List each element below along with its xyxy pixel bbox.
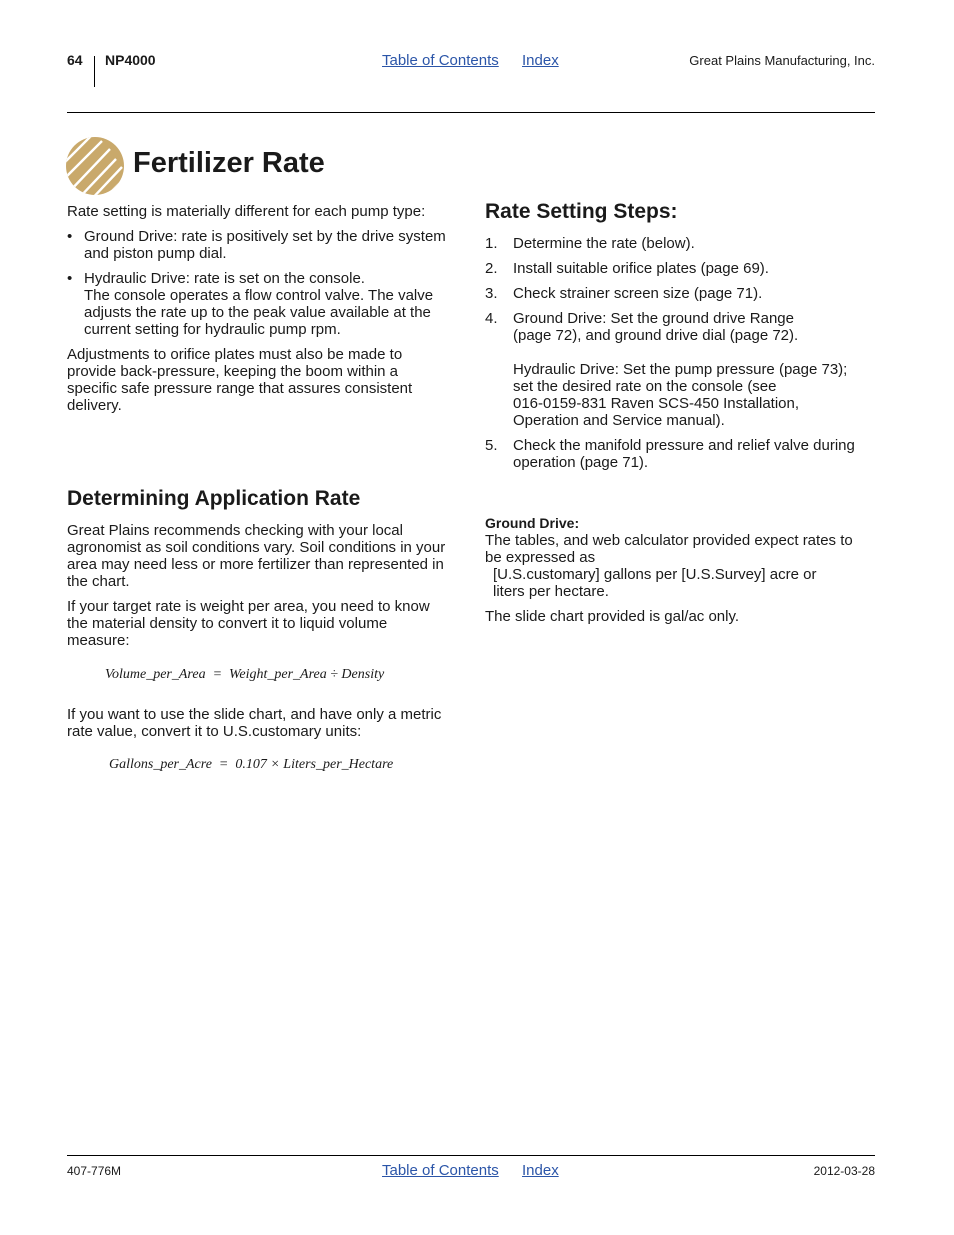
paragraph-line: area may need less or more fertilizer than represented in: [67, 556, 444, 573]
index-link[interactable]: Index: [522, 52, 559, 69]
formula-gallons-per-acre: Gallons_per_Acre = 0.107 × Liters_per_Hectare: [109, 757, 394, 772]
recommendation-paragraph: [67, 522, 462, 590]
paragraph-line: If you want to use the slide chart, and have only a metric: [67, 706, 442, 723]
subheading-application-rate: Determining Application Rate: [67, 487, 361, 510]
slide-chart-note: The slide chart provided is gal/ac only.: [485, 608, 740, 625]
paragraph-line: liters per hectare.: [493, 583, 609, 600]
ground-drive-section: [485, 515, 880, 625]
paragraph-line: specific safe pressure range that assures consistent: [67, 380, 413, 397]
bullet-line: current setting for hydraulic pump rpm.: [84, 321, 341, 338]
step-item: [485, 285, 880, 302]
step-number: 2.: [485, 260, 498, 277]
step-line: (page 72), and ground drive dial (page 72).: [513, 327, 799, 344]
metric-paragraph: [67, 706, 462, 740]
bullet-line: Ground Drive: rate is positively set by the drive system: [84, 228, 446, 245]
left-column: [67, 203, 462, 414]
paragraph-line: Adjustments to orifice plates must also be made to: [67, 346, 403, 363]
step-number: 3.: [485, 285, 498, 302]
rate-setting-steps-list: [485, 235, 880, 471]
intro-text: Rate setting is materially different for each pump type:: [67, 203, 426, 220]
weight-paragraph: [67, 598, 462, 649]
paragraph-line: Great Plains recommends checking with your local: [67, 522, 403, 539]
paragraph-line: If your target rate is weight per area, you need to know: [67, 598, 430, 615]
rate-setting-steps-heading: Rate Setting Steps:: [485, 200, 678, 223]
model-name: NP4000: [105, 52, 156, 68]
orifice-paragraph: [67, 346, 462, 414]
paragraph-line: measure:: [67, 632, 130, 649]
step-line: Operation and Service manual).: [513, 412, 725, 429]
paragraph-line: rate value, convert it to U.S.customary units:: [67, 723, 362, 740]
bullet-line: and piston pump dial.: [84, 245, 227, 262]
paragraph-line: delivery.: [67, 397, 122, 414]
bullet-line: The console operates a flow control valve. The valve: [84, 287, 434, 304]
step-line: Ground Drive: Set the ground drive Range: [513, 310, 794, 327]
step-item: [485, 260, 880, 277]
ground-drive-label: Ground Drive:: [485, 515, 580, 531]
bullet-line: Hydraulic Drive: rate is set on the console.: [84, 270, 365, 287]
bullet-mark: •: [67, 228, 73, 245]
step-number: 4.: [485, 310, 498, 327]
header-divider: [94, 56, 95, 87]
step-line: Check strainer screen size (page 71).: [513, 285, 763, 302]
step-number: 5.: [485, 437, 498, 454]
bullet-hydraulic-drive: [67, 270, 462, 338]
paragraph-line: The tables, and web calculator provided expect rates to: [485, 532, 853, 549]
paragraph-line: provide back-pressure, keeping the boom within a: [67, 363, 399, 380]
header-rule: [67, 112, 875, 113]
footer-date: 2012-03-28: [813, 1164, 875, 1178]
step-item: [485, 437, 880, 471]
step-item: [485, 310, 880, 429]
step-line: Install suitable orifice plates (page 69).: [513, 260, 769, 277]
application-rate-body: [67, 522, 462, 649]
toc-link[interactable]: Table of Contents: [382, 52, 499, 69]
step-line: operation (page 71).: [513, 454, 649, 471]
step-line: Check the manifold pressure and relief valve during: [513, 437, 855, 454]
footer-toc-link[interactable]: Table of Contents: [382, 1162, 499, 1179]
company-name: Great Plains Manufacturing, Inc.: [689, 53, 875, 68]
page-number: 64: [67, 52, 83, 68]
footer-index-link[interactable]: Index: [522, 1162, 559, 1179]
step-item: [485, 235, 880, 252]
paragraph-line: [U.S.customary] gallons per [U.S.Survey] acre or: [493, 566, 817, 583]
bullet-mark: •: [67, 270, 73, 287]
paragraph-line: the chart.: [67, 573, 130, 590]
ground-drive-units: [485, 566, 880, 600]
step-line: 016-0159-831 Raven SCS-450 Installation,: [513, 395, 800, 412]
section-logo-icon: [66, 137, 124, 195]
step-line: Determine the rate (below).: [513, 235, 695, 252]
step-line: Hydraulic Drive: Set the pump pressure (page 73);: [513, 361, 848, 378]
formula-volume-per-area: Volume_per_Area = Weight_per_Area ÷ Density: [105, 667, 385, 682]
bullet-ground-drive: [67, 228, 462, 262]
step-number: 1.: [485, 235, 498, 252]
footer-rule: [67, 1155, 875, 1156]
step-line: set the desired rate on the console (see: [513, 378, 777, 395]
doc-number: 407-776M: [67, 1164, 122, 1178]
section-title: Fertilizer Rate: [133, 147, 325, 179]
bullet-line: adjusts the rate up to the peak value available at the: [84, 304, 431, 321]
paragraph-line: the material density to convert it to liquid volume: [67, 615, 388, 632]
paragraph-line: agronomist as soil conditions vary. Soil conditions in your: [67, 539, 446, 556]
paragraph-line: be expressed as: [485, 549, 596, 566]
